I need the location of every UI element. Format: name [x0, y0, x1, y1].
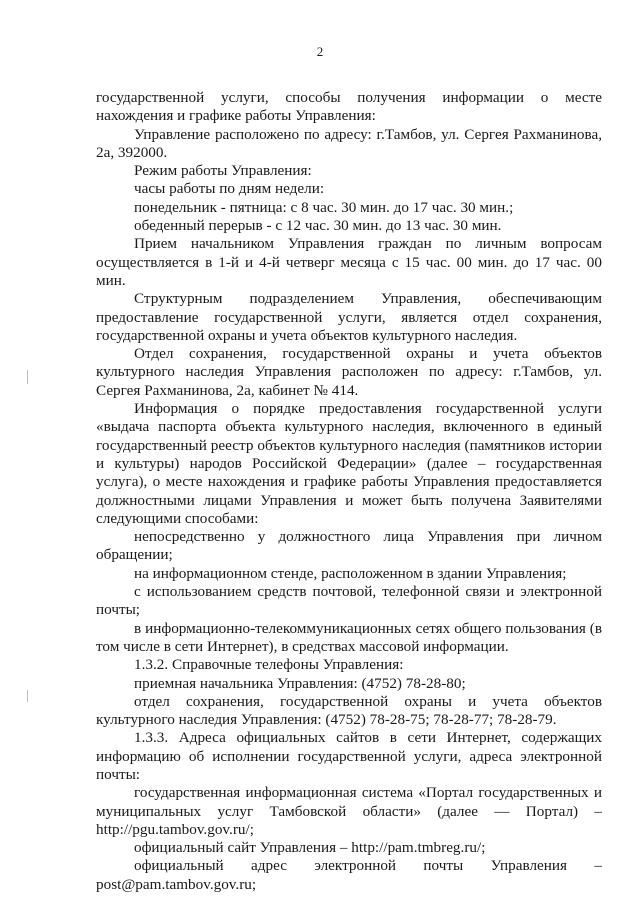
paragraph-department-address: Отдел сохранения, государственной охраны и учета объектов культурного наследия Управления расположен по адресу: г.Тамбов, ул. Сергея Рахманинова, 2а, кабинет № 414.	[96, 345, 602, 399]
list-item-internet: в информационно-телекоммуникационных сетях общего пользования (в том числе в сети Интернет), в средствах массовой информации.	[96, 619, 602, 655]
list-item-personal: непосредственно у должностного лица Управления при личном обращении;	[96, 528, 602, 564]
page-number: 2	[316, 44, 324, 59]
paragraph-hours: часы работы по дням недели:	[134, 180, 325, 198]
scan-margin-mark	[27, 690, 28, 702]
website-portal: государственная информационная система «Портал государственных и муниципальных услуг Тамбовской области» (далее — Портал) – http://pgu.tambov.gov.ru/;	[96, 784, 602, 838]
section-heading-websites: 1.3.3. Адреса официальных сайтов в сети Интернет, содержащих информацию об исполнении государственной услуги, адреса электронной почты:	[96, 729, 602, 783]
paragraph-address: Управление расположено по адресу: г.Тамбов, ул. Сергея Рахманинова, 2а, 392000.	[96, 125, 602, 161]
section-heading-phones: 1.3.2. Справочные телефоны Управления:	[134, 656, 404, 674]
paragraph-work-mode: Режим работы Управления:	[134, 162, 312, 180]
paragraph: государственной услуги, способы получения информации о месте нахождения и графике работы Управления:	[96, 89, 602, 125]
email-official: официальный адрес электронной почты Управления – post@pam.tambov.gov.ru;	[96, 857, 602, 893]
website-official: официальный сайт Управления – http://pam.tmbreg.ru/;	[134, 839, 486, 857]
paragraph-department: Структурным подразделением Управления, обеспечивающим предоставление государственной услуги, является отдел сохранения, государственной охраны и учета объектов культурного наследия.	[96, 290, 602, 344]
paragraph-lunch: обеденный перерыв - с 12 час. 30 мин. до 13 час. 30 мин.	[134, 217, 502, 235]
phone-department: отдел сохранения, государственной охраны и учета объектов культурного наследия Управления: (4752) 78-28-75; 78-28-77; 78-28-79.	[96, 692, 602, 729]
paragraph-reception: Прием начальником Управления граждан по личным вопросам осуществляется в 1-й и 4-й четверг месяца с 15 час. 00 мин. до 17 час. 00 мин.	[96, 235, 602, 289]
list-item-communication: с использованием средств почтовой, телефонной связи и электронной почты;	[96, 583, 602, 619]
list-item-stand: на информационном стенде, расположенном в здании Управления;	[134, 564, 567, 582]
document-body	[96, 89, 602, 894]
paragraph-weekdays: понедельник - пятница: с 8 час. 30 мин. до 17 час. 30 мин.;	[134, 198, 514, 216]
paragraph-information: Информация о порядке предоставления государственной услуги «выдача паспорта объекта культурного наследия, включенного в единый государственный реестр объектов культурного наследия (памятников истории и культуры) народов Российской Федерации» (далее – государственная услуга), о месте нахождения и графике работы Управления предоставляется должностными лицами Управления и может быть получена Заявителями следующими способами:	[96, 400, 602, 527]
scan-margin-mark	[27, 370, 28, 384]
phone-reception: приемная начальника Управления: (4752) 78-28-80;	[134, 674, 466, 692]
